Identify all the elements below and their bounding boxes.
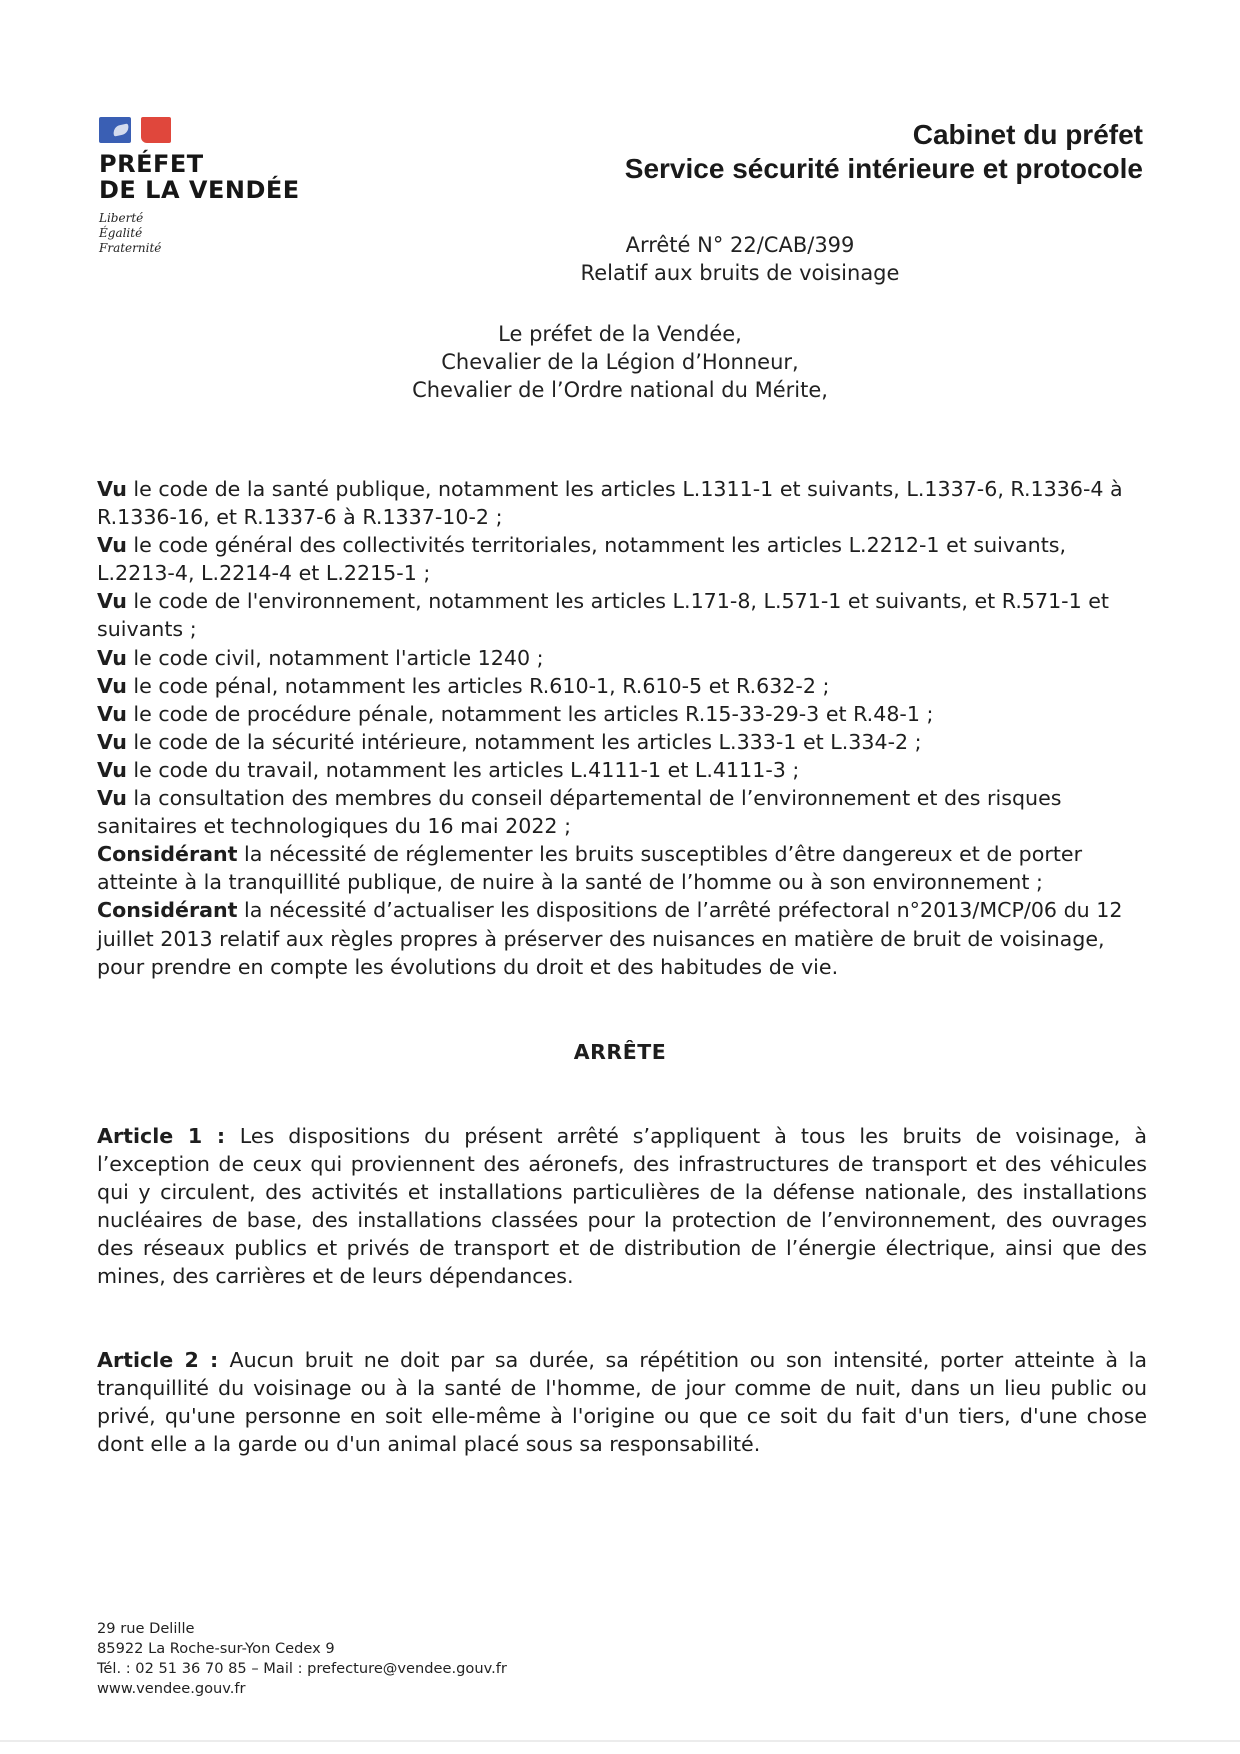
visa-item bbox=[97, 644, 1147, 672]
visa-text: le code général des collectivités territoriales, notamment les articles L.2212-1 et suivants, L.2213-4, L.2214-4 et L.2215-1 ; bbox=[97, 533, 1067, 586]
prefet-titles bbox=[0, 320, 1240, 404]
visa-keyword: Vu bbox=[97, 786, 127, 811]
article-text: Les dispositions du présent arrêté s’appliquent à tous les bruits de voisinage, à l’exception de ceux qui proviennent des aéronefs, des infrastructures de transport et des véhicules qui y circulent, des activités et installations particulières de la défense nationale, des installations nucléaires de base, des installations classées pour la protection de l’environnement, des ouvrages des réseaux publics et privés de transport et de distribution de l’énergie électrique, ainsi que des mines, des carrières et de leurs dépendances. bbox=[97, 1124, 1147, 1289]
footer-contact bbox=[97, 1619, 507, 1699]
visa-item bbox=[97, 700, 1147, 728]
visa-text: le code de l'environnement, notamment les articles L.171-8, L.571-1 et suivants, et R.571-1 et suivants ; bbox=[97, 589, 1110, 642]
visa-keyword: Vu bbox=[97, 533, 127, 558]
considerant-text: la nécessité de réglementer les bruits susceptibles d’être dangereux et de porter atteinte à la tranquillité publique, de nuire à la santé de l’homme ou à son environnement ; bbox=[97, 842, 1083, 895]
visa-keyword: Vu bbox=[97, 729, 127, 754]
considerant-keyword: Considérant bbox=[97, 898, 238, 923]
visa-text: le code de la santé publique, notamment les articles L.1311-1 et suivants, L.1337-6, R.1336-4 à R.1336-16, et R.1337-6 à R.1337-10-2 ; bbox=[97, 477, 1123, 530]
logo-name-line1: PRÉFET bbox=[99, 150, 204, 178]
logo-name-line2: DE LA VENDÉE bbox=[99, 176, 300, 204]
visa-item bbox=[97, 672, 1147, 700]
article-separator: : bbox=[202, 1124, 240, 1148]
considerant-text: la nécessité d’actualiser les dispositions de l’arrêté préfectoral n°2013/MCP/06 du 12 juillet 2013 relatif aux règles propres à préserver des nuisances en matière de bruit de voisinage, pour prendre en compte les évolutions du droit et des habitudes de vie. bbox=[97, 898, 1123, 979]
visa-item bbox=[97, 475, 1147, 531]
visas-list bbox=[97, 475, 1147, 981]
prefet-line2: Chevalier de la Légion d’Honneur, bbox=[441, 350, 799, 374]
motto-fraternite: Fraternité bbox=[99, 241, 162, 255]
scan-edge-line bbox=[0, 1740, 1240, 1742]
article-1 bbox=[97, 1122, 1147, 1291]
visa-item bbox=[97, 728, 1147, 756]
visa-text: la consultation des membres du conseil départemental de l’environnement et des risques sanitaires et technologiques du 16 mai 2022 ; bbox=[97, 786, 1062, 839]
flag-red-part bbox=[141, 117, 171, 143]
footer-phone-mail: Tél. : 02 51 36 70 85 – Mail : prefecture@vendee.gouv.fr bbox=[97, 1660, 507, 1677]
service-cabinet: Cabinet du préfet bbox=[912, 119, 1143, 150]
article-label: Article 2 bbox=[97, 1348, 199, 1372]
considerant-item bbox=[97, 896, 1147, 980]
article-separator: : bbox=[198, 1348, 230, 1372]
motto-liberte: Liberté bbox=[99, 211, 144, 225]
visa-text: le code de procédure pénale, notamment les articles R.15-33-29-3 et R.48-1 ; bbox=[126, 701, 934, 726]
visa-text: le code pénal, notamment les articles R.610-1, R.610-5 et R.632-2 ; bbox=[126, 673, 830, 698]
visa-keyword: Vu bbox=[97, 645, 127, 670]
motto-egalite: Égalité bbox=[99, 226, 143, 240]
visa-keyword: Vu bbox=[97, 673, 127, 698]
decree-title bbox=[120, 231, 1240, 287]
footer-website-link[interactable]: www.vendee.gouv.fr bbox=[97, 1680, 246, 1697]
visa-text: le code du travail, notamment les articles L.4111-1 et L.4111-3 ; bbox=[126, 757, 800, 782]
service-header bbox=[625, 118, 1143, 186]
arrete-heading: ARRÊTE bbox=[573, 1040, 667, 1064]
article-text: Aucun bruit ne doit par sa durée, sa répétition ou son intensité, porter atteinte à la tranquillité du voisinage ou à la santé de l'homme, de jour comme de nuit, dans un lieu public ou privé, qu'une personne en soit elle-même à l'origine ou que ce soit du fait d'un tiers, d'une chose dont elle a la garde ou d'un animal placé sous sa responsabilité. bbox=[97, 1348, 1147, 1457]
visa-keyword: Vu bbox=[97, 477, 127, 501]
visa-keyword: Vu bbox=[97, 757, 127, 782]
considerant-keyword: Considérant bbox=[97, 842, 238, 867]
considerant-item bbox=[97, 840, 1147, 896]
visa-keyword: Vu bbox=[97, 589, 127, 614]
footer-address-street: 29 rue Delille bbox=[97, 1620, 195, 1637]
visa-text: le code civil, notamment l'article 1240 ; bbox=[126, 645, 544, 670]
visa-item bbox=[97, 784, 1147, 840]
flag-blue-part bbox=[99, 117, 131, 143]
decree-number: Arrêté N° 22/CAB/399 bbox=[625, 233, 855, 257]
visa-keyword: Vu bbox=[97, 701, 127, 726]
article-2 bbox=[97, 1346, 1147, 1458]
visa-item bbox=[97, 756, 1147, 784]
marianne-flag-icon bbox=[99, 117, 319, 143]
service-name: Service sécurité intérieure et protocole bbox=[624, 153, 1143, 184]
visa-item bbox=[97, 587, 1147, 643]
prefet-line3: Chevalier de l’Ordre national du Mérite, bbox=[412, 378, 828, 402]
article-label: Article 1 bbox=[97, 1124, 203, 1148]
prefet-line1: Le préfet de la Vendée, bbox=[498, 322, 742, 346]
decree-subject: Relatif aux bruits de voisinage bbox=[580, 261, 900, 285]
visa-text: le code de la sécurité intérieure, notamment les articles L.333-1 et L.334-2 ; bbox=[126, 729, 922, 754]
footer-address-city: 85922 La Roche-sur-Yon Cedex 9 bbox=[97, 1640, 335, 1657]
visa-item bbox=[97, 531, 1147, 587]
